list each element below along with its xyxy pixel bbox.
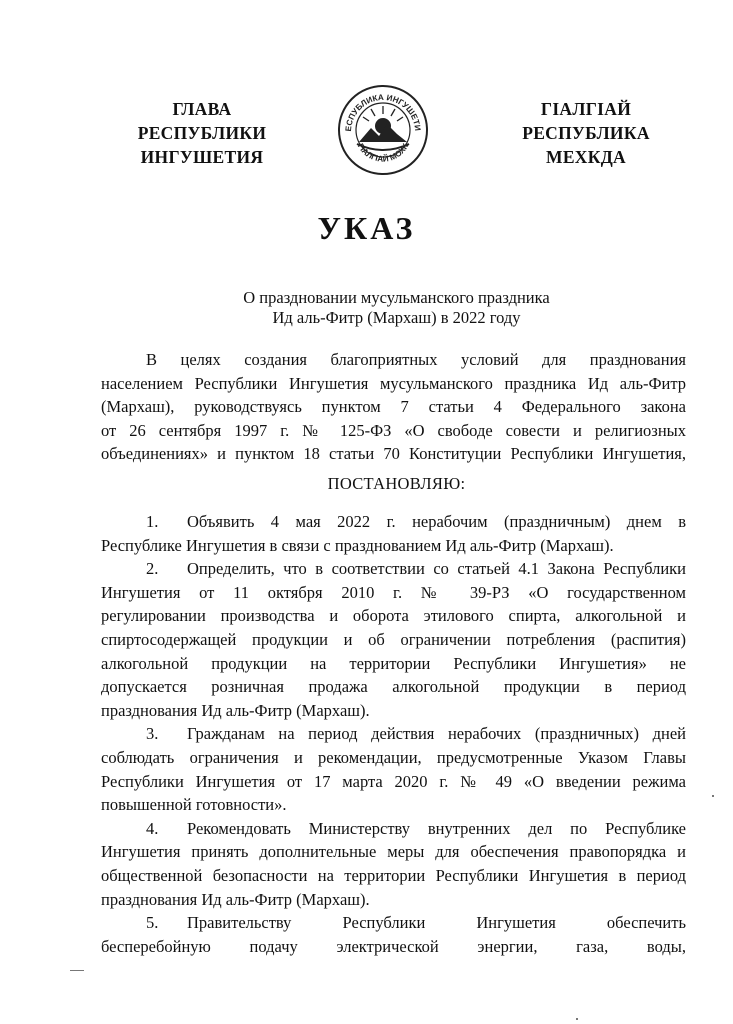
document-subtitle [0,288,733,328]
list-item [101,817,686,841]
header-right-line: РЕСПУБЛИКА [522,123,650,143]
item-line: бесперебойную подачу электрической энергии, газа, воды, [101,936,686,956]
item-line: допускается розничная продажа алкогольной продукции в период [101,677,686,697]
preamble-line: объединениях» и пунктом 18 статьи 70 Конституции Республики Ингушетия, [101,444,686,464]
item-line: алкогольной продукции на территории Республики Ингушетия» не [101,653,686,673]
document-title: УКАЗ [317,210,416,246]
list-item [101,911,686,935]
subtitle-line: Ид аль-Фитр (Мархаш) в 2022 году [272,308,521,327]
item-line: регулировании производства и оборота этилового спирта, алкогольной и [101,606,686,626]
item-line: Определить, что в соответствии со статьей 4.1 Закона Республики [187,559,686,579]
header-left [112,97,292,169]
item-line: Республике Ингушетия в связи с празднованием Ид аль-Фитр (Мархаш). [101,535,614,555]
header-left-line: ГЛАВА [172,99,232,119]
item-line: общественной безопасности на территории Республики Ингушетия в период [101,865,686,885]
item-number: 4. [146,818,159,838]
item-line: Гражданам на период действия нерабочих (праздничных) дней [187,724,686,744]
item-line: Рекомендовать Министерству внутренних дел по Республике [187,818,686,838]
preamble-line: В целях создания благоприятных условий для празднования [146,350,686,369]
item-number: 3. [146,724,159,744]
subtitle-line: О праздновании мусульманского праздника [243,288,550,307]
header-left-line: ИНГУШЕТИЯ [140,147,264,167]
svg-text:ГIАЛГIАЙ МОХК: ГIАЛГIАЙ МОХК [355,142,411,164]
preamble-line: населением Республики Ингушетия мусульманского праздника Ид аль-Фитр [101,373,686,393]
item-line: повышенной готовности». [101,795,287,815]
preamble-line: (Мархаш), руководствуясь пунктом 7 статьи 4 Федерального закона [101,397,686,417]
list-item [101,557,686,581]
scan-speck [70,970,84,971]
item-line: Объявить 4 мая 2022 г. нерабочим (праздничным) днем в [187,512,686,531]
item-number: 2. [146,559,159,579]
header-right [486,97,686,169]
header-right-line: МЕХКДА [546,147,626,167]
item-number: 1. [146,512,159,531]
item-line: Правительству Республики Ингушетия обеспечить [187,913,686,933]
header-right-line: ГIАЛГIАЙ [540,99,632,119]
item-line: Ингушетия принять дополнительные меры для обеспечения правопорядка и [101,842,686,862]
item-line: Ингушетия от 11 октября 2010 г. № 39-РЗ «О государственном [101,582,686,602]
preamble [101,348,686,466]
item-line: спиртосодержащей продукции и об ограничении потребления (распития) [101,629,686,649]
item-number: 5. [146,913,159,933]
item-line: празднования Ид аль-Фитр (Мархаш). [101,889,370,909]
scan-speck [576,1018,578,1020]
scan-speck [712,795,714,797]
item-line: Республики Ингушетия от 17 марта 2020 г. № 49 «О введении режима [101,771,686,791]
preamble-line: от 26 сентября 1997 г. № 125-ФЗ «О свободе совести и религиозных [101,420,686,440]
decree-items [101,510,686,958]
coat-of-arms-icon [335,82,431,178]
decree-word: ПОСТАНОВЛЯЮ: [327,474,466,493]
header-left-line: РЕСПУБЛИКИ [137,123,267,143]
item-line: соблюдать ограничения и рекомендации, предусмотренные Указом Главы [101,747,686,767]
list-item [101,722,686,746]
list-item [101,510,686,534]
item-line: празднования Ид аль-Фитр (Мархаш). [101,700,370,720]
svg-text:РЕСПУБЛИКА ИНГУШЕТИЯ: ЕСПУБЛИКА ИНГУШЕТИ [343,92,423,132]
